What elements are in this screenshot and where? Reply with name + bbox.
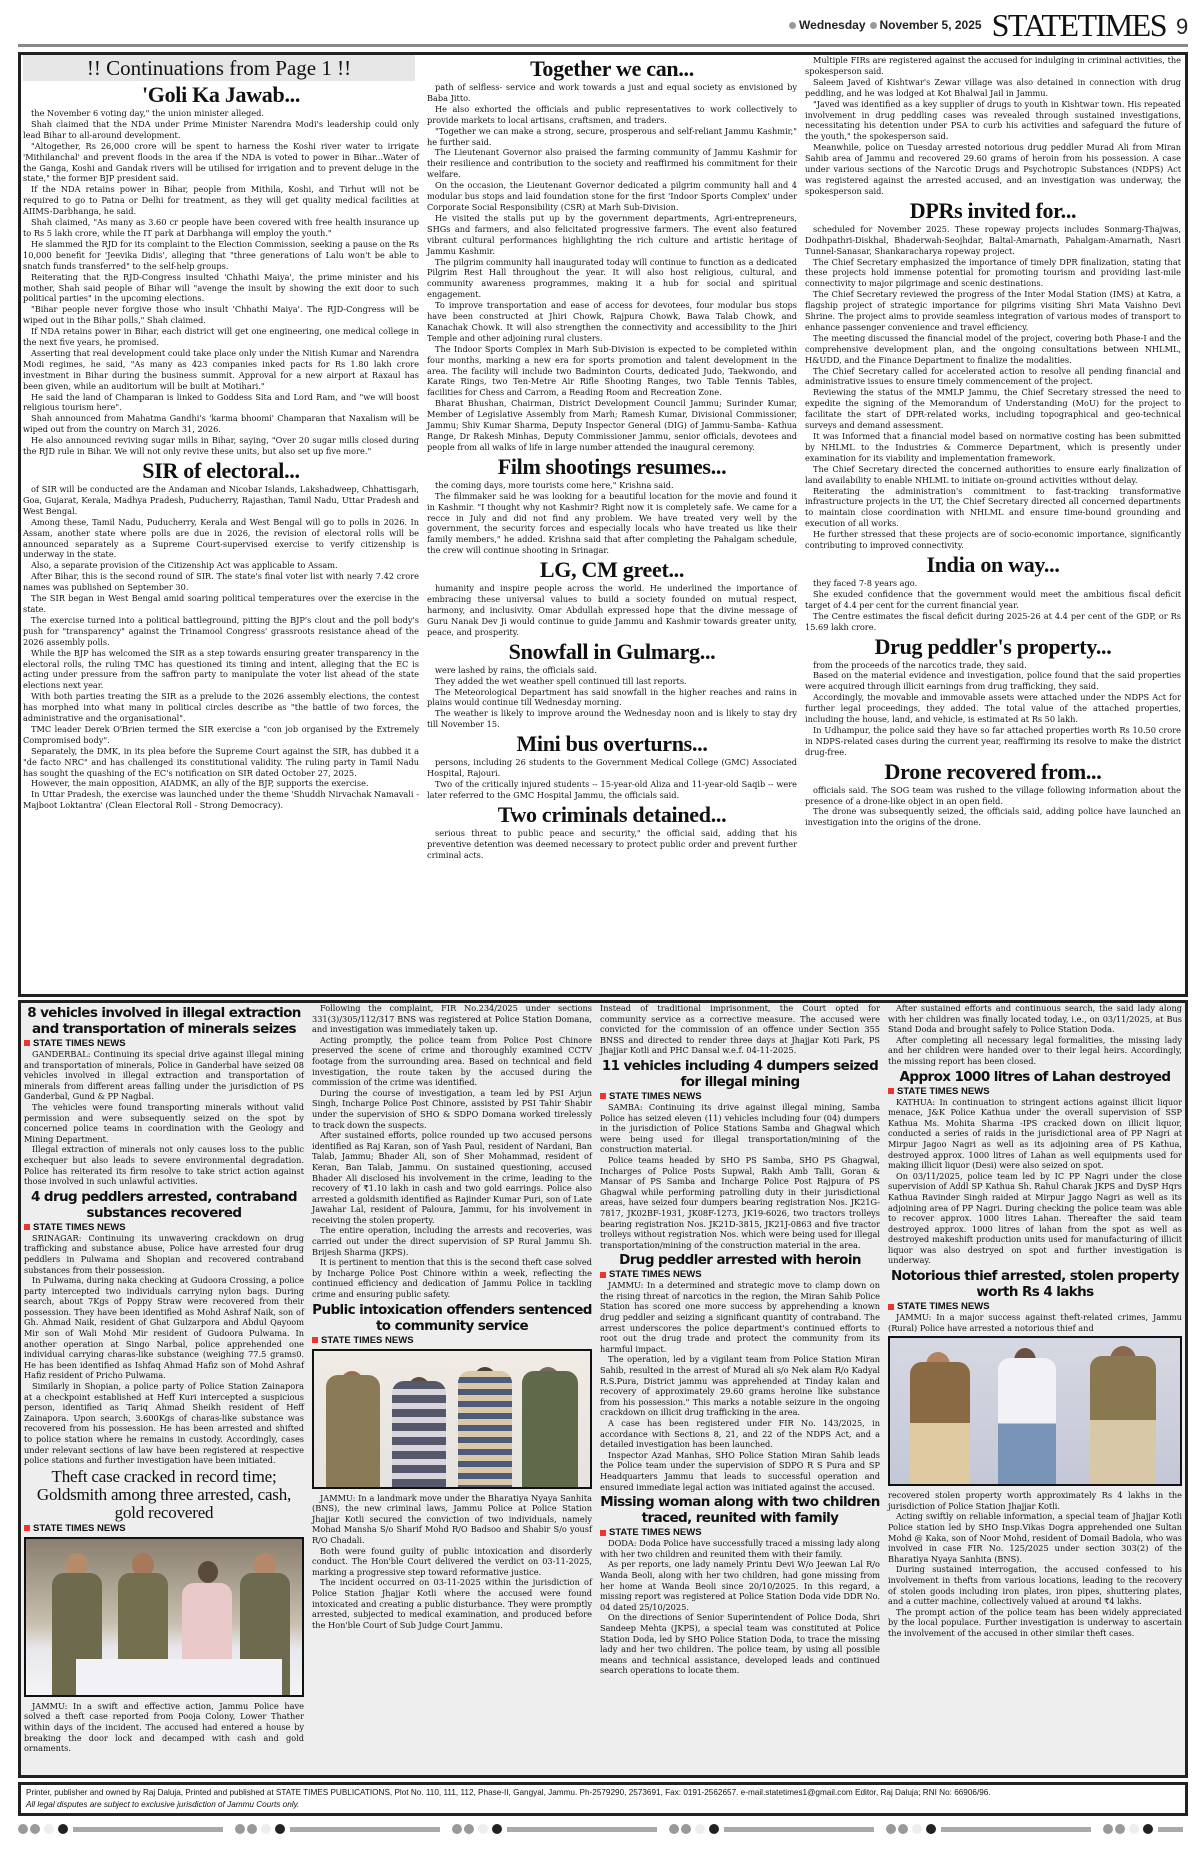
byline: STATE TIMES NEWS	[24, 1038, 304, 1049]
decorative-dot	[886, 1824, 896, 1834]
decorative-bar	[1158, 1827, 1183, 1832]
paragraph: The vehicles were found transporting minerals without valid permission and were subsequently seized on the spot by concerned police teams in coordination with the Geology and Mining Department.	[24, 1101, 304, 1144]
masthead-divider	[18, 44, 1188, 47]
paragraph: Reiterating the administration's commitment to fast-tracking transformative infrastructure projects in the UT, the Chief Secretary directed all concerned departments to maintain close coordination with NHLML and ensure time-bound grounding and execution of all works.	[805, 485, 1181, 529]
paragraph: It was Informed that a financial model based on normative costing has been submitted by NHLML to the Industries & Commerce Department, which is presently under examination for its viability and implementation framework.	[805, 431, 1181, 463]
paragraph: It is pertinent to mention that this is the second theft case solved by Incharge Police Post Chinore within a week, reflecting the continued efficiency and dedication of Jammu Police in tackling crime and ensuring public safety.	[312, 1257, 592, 1300]
article-body	[600, 1003, 880, 1056]
news-column-3	[600, 1003, 880, 1775]
paragraph: After sustained efforts, police rounded up two accused persons identified as Raj Karan, son of Yash Paul, resident of Nardani, Ban Talab, Jammu; Bhader Ali, son of Sher Mohammad, resident of Keran, Ban Talab, Jammu. On sustained questioning, accused Bhader Ali disclosed his involvement in the crime, leading to the recovery of ₹1.10 lakh in cash and two gold earrings. Police also arrested a goldsmith identified as Rajinder Kumar Puri, son of Late Jawahar Lal, resident of Paloura, Jammu, for his involvement in receiving the stolen property.	[312, 1130, 592, 1225]
paragraph: Police teams headed by SHO PS Samba, SHO PS Ghagwal, Incharges of Police Posts Supwal, Rakh Amb Talli, Goran & Mansar of PS Samba and Incharge Police Post Rajpura of PS Ghagwal while performing patrolling duty in their jurisdictional areas, have seized four dumpers bearing registration Nos. JK21G-7817, JK02BF-1931, JK08F-1273, JK19-6026, two tractors trolleys bearing registration Nos. JK21D-3815, JK21J-0863 and five tractor trolleys without registration Nos. which were being used for illegal transportation/mining of the construction material in the area.	[600, 1154, 880, 1250]
byline-marker-icon	[888, 1088, 894, 1094]
paragraph: As per reports, one lady namely Printu Devi W/o Jeewan Lal R/o Wanda Beoli, along with her two children, had gone missing from her home at Wanda Beoli since 20/10/2025. In this regard, a missing report was registered at Police Station Doda vide DDR No. 04 dated 25/10/2025.	[600, 1559, 880, 1612]
article	[427, 454, 797, 556]
paragraph: the coming days, more tourists come here," Krishna said.	[435, 479, 674, 490]
article-body	[23, 108, 419, 457]
paragraph: During sustained interrogation, the accused confessed to his involvement in thefts from various locations, leading to the recovery of stolen goods including iron plates, iron pipes, shuttering plates, and a cutter machine, collectively valued at around ₹4 lakhs.	[888, 1564, 1182, 1607]
decorative-dot	[1115, 1824, 1125, 1834]
article-headline: Mini bus overturns...	[516, 731, 708, 757]
byline-marker-icon	[888, 1304, 894, 1310]
article-body	[24, 1049, 304, 1187]
news-photo-intoxication	[312, 1349, 592, 1489]
paragraph: On the occasion, the Lieutenant Governor dedicated a pilgrim community hall and 4 modular bus stops and laid foundation stone for the first 'Indoor Sports Complex' under Corporate Social Responsibility (CSR) at Marh Sub-Division.	[427, 180, 797, 212]
paragraph: TMC leader Derek O'Brien termed the SIR exercise a "con job organised by the Extremely Compromised body".	[23, 723, 419, 745]
paragraph: SAMBA: Continuing its drive against illegal mining, Samba Police has seized eleven (11) vehicles including four (04) dumpers in the jurisdiction of Police Stations Samba and Ghagwal which were being used for illegal transportation/mining of the construction material.	[600, 1101, 880, 1155]
paragraph: Based on the material evidence and investigation, police found that the said properties were acquired through illicit earnings from drug trafficking, they said.	[805, 670, 1181, 692]
byline: STATE TIMES NEWS	[24, 1523, 304, 1534]
article-body	[805, 55, 1181, 197]
decorative-dot-border	[18, 1822, 1188, 1836]
continuations-column-3	[805, 55, 1181, 994]
article-body	[427, 665, 797, 730]
byline-marker-icon	[24, 1525, 30, 1531]
news-column-2	[312, 1003, 592, 1775]
decorative-dot	[681, 1824, 691, 1834]
decorative-dot	[44, 1824, 54, 1834]
paragraph: In Udhampur, the police said they have so far attached properties worth Rs 10.50 crore in NDPS-related cases during the current year, reaffirming its resolve to make the district drug-free.	[805, 724, 1181, 757]
article-body	[805, 224, 1181, 551]
byline: STATE TIMES NEWS	[888, 1086, 1182, 1097]
page-number: 9	[1176, 14, 1189, 39]
decorative-dot	[492, 1824, 502, 1834]
article	[23, 82, 419, 457]
article-body	[312, 1493, 592, 1631]
article-body	[888, 1312, 1182, 1333]
article-body	[427, 757, 797, 801]
byline-marker-icon	[24, 1224, 30, 1230]
byline: STATE TIMES NEWS	[312, 1335, 592, 1346]
paragraph: recovered stolen property worth approximately Rs 4 lakhs in the jurisdiction of Police Station Jhajjar Kotli.	[888, 1490, 1182, 1511]
article-headline: Together we can...	[530, 56, 694, 81]
paragraph: The meeting discussed the financial model of the project, covering both Phase-I and the comprehensive development plan, and the ongoing consultations between NHLML, H&UDD, and the Finance Department to finalize the modalities.	[805, 332, 1181, 365]
article-headline: LG, CM greet...	[539, 557, 685, 583]
continuations-banner: !! Continuations from Page 1 !!	[23, 55, 415, 81]
article	[427, 802, 797, 861]
paragraph: In Pulwama, during naka checking at Gudoora Crossing, a police party intercepted two individuals carrying nylon bags. During search, about 7Kgs of Poppy Straw were recovered from their possession. They have been identified as Mohd Ashraf Naik, son of Gh. Ahmad Naik, resident of Ghat Gulzarpora and Abdul Qayoom Mir son of Wali Mohd Mir resident of Gudoora Pulwama. In another operation at Singo Narbal, police apprehended one individual carrying charas-like substance (weighing 77.5 grams0. He has been identified as Ishfaq Ahmad Hafiz son of Mohd Ashraf Hafiz resident of Pricho Pulwama.	[24, 1275, 304, 1381]
article	[23, 458, 419, 811]
paragraph: The exercise turned into a political battleground, pitting the BJP's clout and the poll body's push for "transparency" against the Trinamool Congress' grassroots resistance ahead of the 2026 assembly polls.	[23, 614, 419, 647]
decorative-bar	[724, 1827, 874, 1832]
paragraph: If the NDA retains power in Bihar, people from Mithila, Koshi, and Tirhut will not be required to go to Patna or Delhi for treatment, as they will get quality medical facilities at AIIMS-Darbhanga, he said.	[23, 184, 419, 217]
paragraph: The Meteorological Department has said snowfall in the higher reaches and rains in plains would continue till Wednesday morning.	[427, 686, 797, 708]
paragraph: Similarly in Shopian, a police party of Police Station Zainapora at a checkpoint established at Heff Kuri intercepted a suspicious person, identified as Tariq Ahmad Sheikh resident of Heff Zainapora. Upon search, 3.600Kgs of charas-like substance was recovered from his possession. He has been arrested and shifted to police station where he remains in custody. Accordingly, cases under relevant sections of law have been registered at respective police stations and further investigation have been initiated.	[24, 1381, 304, 1466]
paragraph: persons, including 26 students to the Government Medical College (GMC) Associated Hospital, Rajouri.	[427, 757, 797, 779]
paragraph: On 03/11/2025, police team led by IC PP Nagri under the close supervision of Addl SP Kathua Sh. Rahul Charak JKPS and DySP Hqrs Kathua Ravinder Singh raided at Mirpur Jaggo Nagri as well as its adjoining area of PP Nagri. During checking the police team was able to recover approx. 1000 litres Lahan. Thereafter the said team destroyed approx. 1000 litres of lahan from the spot as well as destroyed makeshift production units used for manufacturing of illicit liquor was also destryed on spot and further investigation is underway.	[888, 1170, 1182, 1266]
paragraph: Reviewing the status of the MMLP Jammu, the Chief Secretary stressed the need to expedite the signing of the Memorandum of Understanding (MoU) for the project to facilitate the start of DPR-related works, including topographical and geo-technical surveys and demand assessment.	[805, 387, 1181, 431]
decorative-bar	[290, 1827, 440, 1832]
paragraph: However, the main opposition, AIADMK, an ally of the BJP, supports the exercise.	[31, 778, 369, 789]
paragraph: On the directions of Senior Superintendent of Police Doda, Shri Sandeep Mehta (JKPS), a special team was constituted at Police Station Doda, led by SHO Police Station Doda, to trace the missing lady and her two children. The police team, by using all possible means and technical assistance, developed leads and continued search operations to locate them.	[600, 1612, 880, 1676]
article	[427, 557, 797, 638]
news-headline: Missing woman along with two children traced, reunited with family	[600, 1494, 880, 1527]
paragraph: If NDA retains power in Bihar, each district will get one engineering, one medical college in the next five years, he promised.	[23, 326, 419, 348]
paragraph: "Bihar people never forgive those who insult 'Chhathi Maiya'. The RJD-Congress will be wiped out in the Bihar polls," Shah claimed.	[23, 304, 419, 326]
paragraph: The Centre estimates the fiscal deficit during 2025-26 at 4.4 per cent of the GDP, or Rs 15.69 lakh crore.	[805, 610, 1181, 632]
paragraph: Acting promptly, the police team from Police Post Chinore preserved the scene of crime and thoroughly examined CCTV footage from the surrounding area. Based on technical and field investigation, the route taken by the accused during the commission of the crime was identified.	[312, 1034, 592, 1088]
article-body	[312, 1003, 592, 1300]
article	[427, 56, 797, 453]
article-headline: Drone recovered from...	[884, 758, 1102, 784]
byline-marker-icon	[600, 1530, 606, 1536]
news-section	[18, 1000, 1188, 1778]
paragraph: The weather is likely to improve around the Wednesday noon and is likely to stay dry till November 15.	[427, 708, 797, 730]
paragraph: Inspector Azad Manhas, SHO Police Station Miran Sahib leads the Police team under the supervision of SDPO R S Pura and SP Headquarters Jammu that leads to successful operation and ensured immediate legal action was initiated against the accused.	[600, 1449, 880, 1492]
paragraph: Illegal extraction of minerals not only causes loss to the public exchequer but also leads to severe environmental degradation. Police has reiterated its firm resolve to take strict action against those involved in such unlawful activities.	[24, 1144, 304, 1187]
decorative-dot	[30, 1824, 40, 1834]
paragraph: He further stressed that these projects are of socio-economic importance, significantly contributing to improved connectivity.	[805, 529, 1181, 551]
article-body	[888, 1490, 1182, 1511]
news-photo-theft-case	[24, 1537, 304, 1697]
article-headline: SIR of electoral...	[142, 458, 300, 483]
byline: STATE TIMES NEWS	[24, 1222, 304, 1233]
paragraph: He said the land of Champaran is linked to Goddess Sita and Lord Ram, and "we will boost religious tourism here".	[23, 391, 419, 413]
paragraph: path of selfless- service and work towards a just and equal society as envisioned by Baba Jitto.	[427, 82, 797, 103]
news-headline: 8 vehicles involved in illegal extraction and transportation of minerals seizes	[27, 1005, 301, 1037]
news-headline: Approx 1000 litres of Lahan destroyed	[899, 1068, 1171, 1085]
paragraph: scheduled for November 2025. These ropeway projects includes Sonmarg-Thajwas, Dodhpathri-Diskhal, Bhaderwah-Seojhdar, Baltal-Amarnath, Pahalgam-Amarnath, Nasri Tunnel-Sanasar, Shankaracharya ropeway project.	[805, 223, 1181, 256]
article-body	[24, 1701, 304, 1754]
decorative-bar	[507, 1827, 657, 1832]
decorative-dot	[669, 1824, 679, 1834]
decorative-dot	[478, 1824, 488, 1834]
decorative-bar	[941, 1827, 1091, 1832]
paragraph: After completing all necessary legal formalities, the missing lady and her children were handed over to their legal heirs. Accordingly, the missing report has been closed.	[888, 1034, 1182, 1066]
paragraph: The SIR began in West Bengal amid soaring political temperatures over the exercise in the state.	[23, 593, 419, 614]
paragraph: Shah announced from Mahatma Gandhi's 'karma bhoomi' Champaran that Naxalism will be wiped out from the country on March 31, 2026.	[23, 413, 419, 435]
article-headline: 'Goli Ka Jawab...	[141, 82, 301, 107]
paragraph: JAMMU: In a major success against theft-related crimes, Jammu (Rural) Police have arrested a notorious thief and	[888, 1312, 1182, 1333]
paragraph: officials said. The SOG team was rushed to the village following information about the presence of a drone-like object in an open field.	[805, 784, 1181, 806]
paragraph: In Uttar Pradesh, the exercise was launched under the theme 'Shuddh Nirvachak Namavali - Majboot Loktantra' (Clean Electoral Roll - Strong Democracy).	[23, 789, 419, 811]
decorative-dot	[709, 1824, 719, 1834]
continuations-column-1	[23, 55, 419, 994]
article-body	[600, 1102, 880, 1250]
continuations-column-2	[427, 55, 797, 994]
article-body	[23, 484, 419, 811]
article-body	[600, 1538, 880, 1676]
news-headline: Notorious thief arrested, stolen property worth Rs 4 lakhs	[891, 1268, 1179, 1301]
paragraph: He also announced reviving sugar mills in Bihar, saying, "Over 20 sugar mills closed during the RJD rule in Bihar. We will not only revive these units, but also set up five more."	[23, 435, 419, 457]
issue-date	[785, 18, 982, 44]
decorative-dot	[275, 1824, 285, 1834]
decorative-dot	[452, 1824, 462, 1834]
news-headline: Theft case cracked in record time; Goldsmith among three arrested, cash, gold recovered	[36, 1466, 292, 1522]
article	[805, 759, 1181, 829]
paragraph: The operation, led by a vigilant team from Police Station Miran Sahib, resulted in the arrest of Murad ali s/o Nek alam R/o Kadyal R.S.Pura, District jammu was apprehended at Tinday kalan and recovery of approximately 29.60 grams heroine like substance from his possession." This marks a notable seizure in the ongoing crackdown on illicit drug trafficking in the area.	[600, 1354, 880, 1418]
news-column-4	[888, 1003, 1182, 1775]
issue-date-text: November 5, 2025	[879, 18, 982, 32]
paragraph: During the course of investigation, a team led by PSI Arjun Singh, Incharge Police Post Chinore, assisted by PSI Tahir Shabir under the supervision of SHO & SDPO Domana worked tirelessly to track down the suspects.	[312, 1087, 592, 1130]
bullet-icon	[789, 22, 796, 29]
article-headline: Snowfall in Gulmarg...	[508, 638, 716, 664]
byline: STATE TIMES NEWS	[888, 1301, 1182, 1312]
paragraph: JAMMU: In a landmark move under the Bharatiya Nyaya Sanhita (BNS), the new criminal laws, Jammu Police at Police Station Jhajjar Kotli secured the conviction of two individuals, namely Mohad Mansha S/o Sharif Mohd R/O Badsoo and Shabir S/o yousf R/O Chadali.	[312, 1492, 592, 1545]
article-body	[888, 1003, 1182, 1067]
news-headline: Drug peddler arrested with heroin	[619, 1252, 861, 1269]
paragraph: He also exhorted the officials and public representatives to work collectively to provide markets to local artisans, craftsmen, and traders.	[427, 103, 797, 125]
decorative-dot	[464, 1824, 474, 1834]
paragraph: serious threat to public peace and security," the official said, adding that his preventive detention was deemed necessary to protect public order and prevent further criminal acts.	[427, 827, 797, 860]
article	[427, 639, 797, 730]
decorative-dot	[926, 1824, 936, 1834]
article	[805, 634, 1181, 758]
decorative-dot	[1143, 1824, 1153, 1834]
article	[427, 731, 797, 801]
article-headline: Two criminals detained...	[497, 801, 727, 827]
paragraph: Acting swiftly on reliable information, a special team of Jhajjar Kotli Police station led by SHO Insp.Vikas Dogra apprehended one Sultan Mohd @ Kaka, son of Noor Mohd, resident of Domail Badola, who was involved in case FIR No. 125/2025 under section 303(2) of the Bharatiya Nyaya Sanhita (BNS).	[888, 1511, 1182, 1564]
article-body	[805, 785, 1181, 829]
legal-disclaimer: All legal disputes are subject to exclusive jurisdiction of Jammu Courts only.	[26, 1800, 300, 1809]
news-photo-notorious-thief	[888, 1336, 1182, 1486]
byline-marker-icon	[312, 1337, 318, 1343]
paragraph: The Lieutenant Governor also praised the farming community of Jammu Kashmir for their resilience and contribution to the society and reaffirmed his commitment for their welfare.	[427, 147, 797, 180]
paragraph: GANDERBAL: Continuing its special drive against illegal mining and transportation of minerals, Police in Ganderbal have seized 08 vehicles involved in illegal extraction and transportation of minerals from different areas falling under the jurisdiction of PS Ganderbal, Gund & PP Nagbal.	[24, 1049, 304, 1102]
paragraph: from the proceeds of the narcotics trade, they said.	[813, 659, 1027, 670]
paragraph: the November 6 voting day," the union minister alleged.	[31, 108, 264, 118]
decorative-dot	[912, 1824, 922, 1834]
news-headline: Public intoxication offenders sentenced to community service	[312, 1301, 592, 1334]
byline-marker-icon	[24, 1040, 30, 1046]
news-headline: 4 drug peddlers arrested, contraband substances recovered	[31, 1188, 297, 1221]
article-body	[600, 1280, 880, 1492]
paragraph: Accordingly, the movable and immovable assets were attached under the NDPS Act for further legal proceedings, they added. The total value of the attached properties, including the house, land, and vehicle, is estimated at Rs 50 lakh.	[805, 692, 1181, 725]
decorative-bar	[73, 1827, 223, 1832]
byline-marker-icon	[600, 1093, 606, 1099]
decorative-dot	[18, 1824, 28, 1834]
paragraph: Among these, Tamil Nadu, Puducherry, Kerala and West Bengal will go to polls in 2026. In Assam, another state where polls are due in 2026, the revision of electoral rolls will be announced separately as a Supreme Court-supervised exercise to verify citizenship is underway in the state.	[23, 516, 419, 560]
bullet-icon	[870, 22, 877, 29]
paragraph: Meanwhile, police on Tuesday arrested notorious drug peddler Murad Ali from Miran Sahib area of Jammu and recovered 29.60 grams of heroin from his possession. A case under various sections of the Narcotic Drugs and Psychotropic Substances (NDPS) Act was registered against the arrested accused, and an investigation was underway, the spokesperson said.	[805, 142, 1181, 196]
article-body	[805, 578, 1181, 633]
paragraph: He slammed the RJD for its complaint to the Election Commission, seeking a pause on the Rs 10,000 benefit for 'Jeevika Didis', alleging that "three generations of Lalu won't be able to snatch funds transferred" to the self-help groups.	[23, 238, 419, 271]
news-headline: 11 vehicles including 4 dumpers seized for illegal mining	[601, 1057, 879, 1090]
paragraph: humanity and inspire people across the world. He underlined the importance of embracing these universal values to build a society founded on mutual respect, harmony, and inclusivity. Omar Abdullah expressed hope that the divine message of Guru Nanak Dev Ji would continue to guide Jammu and Kashmir towards greater unity, peace, and prosperity.	[427, 583, 797, 637]
paragraph: The entire operation, including the arrests and recoveries, was carried out under the direct supervision of SP Rural Jammu Sh. Brijesh Sharma (JKPS).	[312, 1225, 592, 1257]
paragraph: DODA: Doda Police have successfully traced a missing lady along with her two children and reunited them with their family.	[600, 1538, 880, 1559]
paragraph: Asserting that real development could take place only under the Nitish Kumar and Narendra Modi regimes, he said, "As many as 423 companies inked pacts for Rs 1.80 lakh crore investment in Bihar during the business summit. Approval for a new airport at Raxaul has been given, while an auditorium will be built at Motihari."	[23, 347, 419, 391]
paragraph: The Chief Secretary directed the concerned authorities to ensure early finalization of land availability to enable NHLML to initiate on-ground activities without delay.	[805, 463, 1181, 485]
decorative-dot	[261, 1824, 271, 1834]
paragraph: He visited the stalls put up by the government departments, Agri-entrepreneurs, SHGs and farmers, and also felicitated progressive farmers. The event also featured vibrant cultural performances highlighting the rich culture and artistic heritage of Jammu Kashmir.	[427, 212, 797, 256]
paragraph: JAMMU: In a determined and strategic move to clamp down on the rising threat of narcotics in the region, the Miran Sahib Police Station has scored one more success by apprehending a known drug peddler and seizing a significant quantity of contraband. The arrest underscores the police department's continued efforts to root out the drug trade and protect the community from its harmful impact.	[600, 1280, 880, 1354]
paragraph: The prompt action of the police team has been widely appreciated by the local populace. Further investigation is underway to ascertain the involvement of the accused in other similar theft cases.	[888, 1606, 1182, 1638]
paragraph: Also, a separate provision of the Citizenship Act was applicable to Assam.	[31, 560, 338, 571]
article-headline: India on way...	[926, 551, 1060, 577]
paragraph: Bharat Bhushan, Chairman, District Development Council Jammu; Surinder Kumar, Member of Legislative Assembly from Marh; Ramesh Kumar, Divisional Commissioner, Jammu; Shiv Kumar Sharma, Deputy Inspector General (DIG) of Jammu-Samba- Kathua Range, Dr Rakesh Minhas, Deputy Commissioner Jammu, senior officials, devotees and people from all walks of life in large number attended the inaugural ceremony.	[427, 398, 797, 452]
article-body	[427, 82, 797, 453]
paragraph: Saleem Javed of Kishtwar's Zewar village was also detained in connection with drug peddling, and he was lodged at Kot Bhalwal Jail in Jammu.	[805, 76, 1181, 98]
news-column-1	[24, 1003, 304, 1775]
paragraph: they faced 7-8 years ago.	[813, 577, 918, 588]
byline: STATE TIMES NEWS	[600, 1091, 880, 1102]
continuations-section	[18, 52, 1188, 997]
article-headline: Film shootings resumes...	[497, 453, 727, 479]
paragraph: "Together we can make a strong, secure, prosperous and self-reliant Jammu Kashmir," he further said.	[427, 125, 797, 147]
article-body	[805, 660, 1181, 758]
paragraph: Multiple FIRs are registered against the accused for indulging in criminal activities, the spokesperson said.	[805, 55, 1181, 76]
paragraph: To improve transportation and ease of access for devotees, four modular bus stops have been constructed at Jhiri Chowk, Rajpura Chowk, Bawa Talab Chowk, and Kanachak Chowk. It will also strengthen the connectivity and accessibility to the Jhiri Temple and other adjoining rural clusters.	[427, 300, 797, 343]
paragraph: SRINAGAR: Continuing its unwavering crackdown on drug trafficking and substance abuse, Police have arrested four drug peddlers in Pulwama and Shopian and recovered contraband substances from their possession.	[24, 1232, 304, 1275]
newspaper-logo: STATETIMES	[991, 7, 1166, 43]
paragraph: "Altogether, Rs 26,000 crore will be spent to harness the Koshi river water to irrigate 'Mithilanchal' and prevent floods in the area if the NDA is voted to power in Bihar...Water of the Ganga, Koshi and Gandak rivers will be utilised for irrigation and to prevent deluge in the state," the former BJP president said.	[23, 140, 419, 184]
decorative-dot	[898, 1824, 908, 1834]
paragraph: With both parties treating the SIR as a prelude to the 2026 assembly elections, the contest has morphed into what many in political circles describe as "the battle of two forces, the administrative and the organisational".	[23, 691, 419, 724]
paragraph: Instead of traditional imprisonment, the Court opted for community service as a corrective measure. The accused were convicted for the commission of an offence under Section 355 BNSS and directed to render three days at Jhajjar Koti Park, PS Jhajjar Kotli and PHC Dansal w.e.f. 04-11-2025.	[600, 1003, 880, 1056]
article	[805, 552, 1181, 633]
imprint-text: Printer, publisher and owned by Raj Daluja, Printed and published at STATE TIMES PUBLICATIONS, Plot No. 110, 111, 112, Phase-II, Gangyal, Jammu. Ph-2579290, 2573691, Fax: 0191-2562657. e-mail.statetimes1@gmail.com Editor, Raj Daluja; RNI No: 66906/96.	[26, 1788, 991, 1797]
paragraph: The drone was subsequently seized, the officials said, adding police have launched an investigation into the origins of the drone.	[805, 806, 1181, 828]
paragraph: The Indoor Sports Complex in Marh Sub-Division is expected to be completed within four months, marking a new era for sports promotion and talent development in the area. The facility will include two Badminton Courts, dedicated Judo, Taekwondo, and Karate Rings, two Ten-Metre Air Rifle Shooting Ranges, two Table Tennis Tables, facilities for Chess and Carrom, a Reading Room and Recreation Zone.	[427, 343, 797, 398]
byline-marker-icon	[600, 1272, 606, 1278]
paragraph: A case has been registered under FIR No. 143/2025, in accordance with Sections 8, 21, and 22 of the NDPS Act, and a detailed investigation has been launched.	[600, 1418, 880, 1450]
masthead	[0, 0, 1200, 52]
article-body	[24, 1233, 304, 1466]
article-body	[427, 480, 797, 556]
paragraph: JAMMU: In a swift and effective action, Jammu Police have solved a theft case reported from Pooja Colony, Lower Thather within days of the incident. The accused had entered a house by breaking the door lock and decamped with cash and gold ornaments.	[24, 1700, 304, 1754]
paragraph: "Javed was identified as a key supplier of drugs to youth in Kishtwar town. His repeated involvement in drug peddling cases was revealed through sustained investigations, necessitating his detention under PSA to curb his activities and safeguard the future of the youth," the spokesperson said.	[805, 98, 1181, 142]
paragraph: Following the complaint, FIR No.234/2025 under sections 331(3)/305/112/317 BNS was registered at Police Station Domana, and investigation was immediately taken up.	[312, 1003, 592, 1035]
decorative-dot	[247, 1824, 257, 1834]
paragraph: While the BJP has welcomed the SIR as a step towards ensuring greater transparency in the electoral rolls, the ruling TMC has questioned its timing and intent, alleging that the EC is acting under pressure from the saffron party to manipulate the voter list ahead of the state elections next year.	[23, 647, 419, 691]
paragraph: They added the wet weather spell continued till last reports.	[435, 675, 687, 686]
paragraph: The incident occurred on 03-11-2025 within the jurisdiction of Police Station Jhajjar Kotli where the accused were found intoxicated and creating a public disturbance. They were promptly arrested, subjected to medical examination, and produced before the Hon'ble Court of Sub Judge Court Jammu.	[312, 1577, 592, 1630]
paragraph: KATHUA: In continuation to stringent actions against illicit liquor menace, J&K Police Kathua under the overall supervision of SSP Kathua Ms. Mohita Sharma -IPS cracked down on illicit liquor, conducted a series of raids in the jurisdictional area of PP Nagri at Mirpur Jagoo Nagri as well as its adjoining area of PS Kathua, destroyed approx. 1000 litres of Lahan as well equipments used for making illicit liquor (Desi) were also seized on spot.	[888, 1096, 1182, 1171]
byline: STATE TIMES NEWS	[600, 1269, 880, 1280]
paragraph: Shah claimed that the NDA under Prime Minister Narendra Modi's leadership could only lead Bihar to all-around development.	[23, 118, 419, 140]
article-body	[888, 1097, 1182, 1267]
paragraph: She exuded confidence that the government would meet the ambitious fiscal deficit target of 4.4 per cent for the current financial year.	[805, 588, 1181, 610]
paragraph: Separately, the DMK, in its plea before the Supreme Court against the SIR, has dubbed it a "de facto NRC" and has challenged its constitutional validity. The ruling party in Tamil Nadu has sought the quashing of the EC's notification on SIR dated October 27, 2025.	[23, 745, 419, 778]
article	[805, 198, 1181, 551]
paragraph: The filmmaker said he was looking for a beautiful location for the movie and found it in Kashmir. "I thought why not Kashmir? Right now it is completely safe. We came for a recce in July and did not find any problem. We have treated very well by the government, the security forces and especially locals who have treated us like their family members," he added. Krishna said that after completing the Pahalgam schedule, the crew will continue shooting in Srinagar.	[427, 490, 797, 556]
decorative-dot	[1129, 1824, 1139, 1834]
masthead-row	[785, 4, 1188, 44]
paragraph: After Bihar, this is the second round of SIR. The state's final voter list with nearly 7.42 crore names was published on September 30.	[23, 571, 419, 593]
paragraph: The Chief Secretary called for accelerated action to resolve all pending financial and administrative issues to ensure timely commencement of the project.	[805, 365, 1181, 387]
issue-day: Wednesday	[799, 18, 866, 32]
paragraph: The Chief Secretary emphasized the importance of timely DPR finalization, stating that these projects hold immense potential for promoting tourism and providing last-mile connectivity to major pilgrimage and scenic destinations.	[805, 256, 1181, 289]
byline: STATE TIMES NEWS	[600, 1527, 880, 1538]
article-body	[888, 1511, 1182, 1638]
paragraph: Two of the critically injured students -- 15-year-old Aliza and 11-year-old Saqib -- were later referred to the GMC Hospital Jammu, the officials said.	[427, 778, 797, 800]
decorative-dot	[695, 1824, 705, 1834]
paragraph: were lashed by rains, the officials said.	[435, 664, 597, 675]
decorative-dot	[58, 1824, 68, 1834]
article-headline: DPRs invited for...	[909, 197, 1077, 223]
paragraph: of SIR will be conducted are the Andaman and Nicobar Islands, Lakshadweep, Chhattisgarh, Goa, Gujarat, Kerala, Madhya Pradesh, Puducherry, Rajasthan, Tamil Nadu, Uttar Pradesh and West Bengal.	[23, 484, 419, 516]
paragraph: Both were found guilty of public intoxication and disorderly conduct. The Hon'ble Court delivered the verdict on 03-11-2025, marking a progressive step toward reformative justice.	[312, 1545, 592, 1577]
decorative-dot	[235, 1824, 245, 1834]
paragraph: Shah claimed, "As many as 3.60 cr people have been covered with free health insurance up to Rs 5 lakh crore, while the IT park at Darbhanga will employ the youth."	[23, 217, 419, 238]
decorative-dot	[1103, 1824, 1113, 1834]
article-headline: Drug peddler's property...	[874, 633, 1112, 659]
paragraph: The pilgrim community hall inaugurated today will continue to function as a dedicated Pilgrim Rest Hall throughout the year. It will also host religious, cultural, and community awareness programmes, making it a hub for social and spiritual engagement.	[427, 256, 797, 300]
paragraph: The Chief Secretary reviewed the progress of the Inter Modal Station (IMS) at Katra, a flagship project of strategic importance for pilgrims visiting Shri Mata Vaishno Devi Shrine. The project aims to provide seamless integration of various modes of transport to enhance passenger convenience and travel efficiency.	[805, 289, 1181, 332]
paragraph: After sustained efforts and continuous search, the said lady along with her children was finally located today, i.e., on 03/11/2025, at Bus Stand Doda and brought safely to Police Station Doda.	[888, 1003, 1182, 1035]
article-body	[427, 828, 797, 861]
imprint-footer	[18, 1782, 1188, 1816]
paragraph: Reiterating that the RJD-Congress insulted 'Chhathi Maiya', the prime minister and his mother, Shah said people of Bihar will "avenge the insult by showing the exit door to such political parties" in the upcoming elections.	[23, 271, 419, 304]
article-body	[427, 583, 797, 638]
